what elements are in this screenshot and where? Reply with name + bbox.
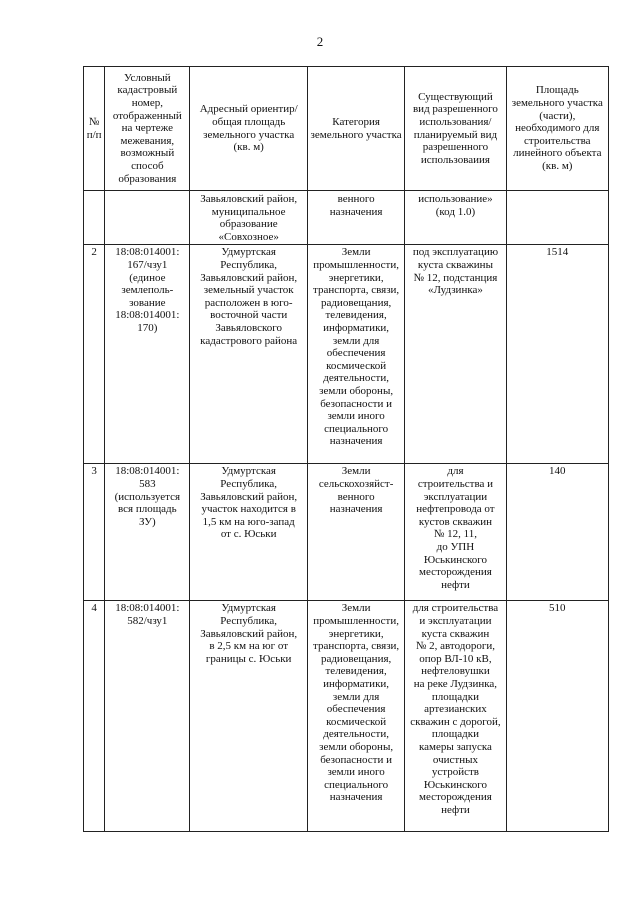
cell-category bbox=[307, 464, 404, 601]
cell-text-line: 18:08:014001: bbox=[115, 309, 180, 322]
cell-text-line: вид разрешенного bbox=[412, 103, 498, 116]
cell-text-line: (части), bbox=[539, 109, 576, 122]
header-address-area bbox=[190, 67, 308, 191]
cell-text-line: «Лудзинка» bbox=[427, 284, 483, 297]
cell-text-line: космической bbox=[326, 715, 387, 728]
cell-text-line: строительства и bbox=[417, 477, 494, 490]
cell-text-line: Завьяловский район, bbox=[200, 627, 298, 640]
cell-text-line: 18:08:014001: bbox=[115, 246, 180, 259]
cell-text-line: Республика, bbox=[220, 258, 278, 271]
cell-text-line: Земли bbox=[341, 246, 371, 259]
cell-text-line: № 2, автодороги, bbox=[415, 640, 495, 653]
cell-text-line: космической bbox=[326, 359, 387, 372]
cell-text-line: радиовещания, bbox=[320, 296, 392, 309]
cell-text-line: использоваиия bbox=[420, 153, 490, 166]
cell-text-line: скважин с дорогой, bbox=[410, 715, 501, 728]
cell-text-line: назначения bbox=[329, 503, 383, 516]
cell-text-line: специального bbox=[324, 778, 389, 791]
cell-text-line: безопасности и bbox=[320, 753, 392, 766]
cell-cadastral-number bbox=[105, 191, 190, 245]
cell-text-line: промышленности, bbox=[313, 614, 399, 627]
cell-category bbox=[307, 191, 404, 245]
cell-usage bbox=[405, 464, 506, 601]
cell-text-line: телевидения, bbox=[325, 665, 387, 678]
cell-text-line: 582/чзу1 bbox=[127, 614, 168, 627]
cell-usage bbox=[405, 245, 506, 464]
cell-text-line: месторождения bbox=[419, 791, 492, 804]
cell-text-line: (кв. м) bbox=[542, 159, 573, 172]
cell-text-line: возможный bbox=[120, 147, 175, 160]
cell-text-line: 510 bbox=[549, 602, 566, 615]
cell-text-line: эксплуатации bbox=[423, 490, 488, 503]
cell-text-line: площадки bbox=[431, 728, 479, 741]
cell-text-line: месторождения bbox=[419, 566, 492, 579]
cell-text-line: сельскохозяйст- bbox=[318, 477, 394, 490]
cell-text-line: п/п bbox=[86, 128, 102, 141]
cell-text-line: куста скважины bbox=[417, 258, 493, 271]
cell-text-line: 1,5 км на юго-запад bbox=[202, 515, 295, 528]
cell-text-line: Земли bbox=[341, 602, 371, 615]
cell-text-line: деятельности, bbox=[323, 372, 389, 385]
cell-text-line: устройств bbox=[431, 766, 479, 779]
cell-text-line: специального bbox=[324, 422, 389, 435]
cell-text-line: назначения bbox=[329, 791, 383, 804]
cell-text-line: камеры запуска bbox=[418, 740, 492, 753]
page-number: 2 bbox=[316, 34, 324, 49]
cell-text-line: Завьяловского bbox=[215, 321, 283, 334]
cell-text-line: Удмуртская bbox=[221, 602, 276, 615]
cell-text-line: земельного участка bbox=[203, 128, 295, 141]
cell-text-line: обеспечения bbox=[326, 347, 386, 360]
cell-text-line: артезианских bbox=[424, 703, 487, 716]
table-header-row bbox=[84, 67, 609, 191]
cell-text-line: образование bbox=[219, 218, 278, 231]
cell-area bbox=[506, 191, 608, 245]
cell-text-line: земельный участок bbox=[203, 284, 294, 297]
cell-area bbox=[506, 601, 608, 832]
cell-text-line: Адресный ориентир/ bbox=[199, 103, 298, 116]
header-permitted-use bbox=[405, 67, 506, 191]
cell-text-line: планируемый вид bbox=[413, 128, 498, 141]
cell-text-line: земли иного bbox=[327, 766, 385, 779]
cell-area bbox=[506, 245, 608, 464]
cell-text-line: для строительства bbox=[412, 602, 499, 615]
cell-text-line: «Совхозное» bbox=[218, 230, 279, 243]
cell-number bbox=[84, 464, 105, 601]
cell-text-line: образования bbox=[118, 172, 177, 185]
cell-text-line: землеполь- bbox=[121, 284, 174, 297]
cell-number bbox=[84, 245, 105, 464]
cell-text-line: площадки bbox=[431, 690, 479, 703]
cell-text-line: транспорта, связи, bbox=[313, 640, 400, 653]
cell-text-line: транспорта, связи, bbox=[313, 284, 400, 297]
cell-text-line: от с. Юськи bbox=[220, 528, 277, 541]
cell-text-line: для bbox=[447, 465, 464, 478]
cell-text-line: муниципальное bbox=[211, 205, 286, 218]
cell-cadastral-number bbox=[105, 601, 190, 832]
cell-text-line: венного bbox=[337, 193, 375, 205]
cell-text-line: Завьяловский район, bbox=[200, 193, 298, 205]
cell-text-line: земельного участка bbox=[310, 128, 402, 141]
cell-text-line: Удмуртская bbox=[221, 246, 276, 259]
cell-text-line: Завьяловский район, bbox=[200, 490, 298, 503]
cell-text-line: (единое bbox=[129, 271, 166, 284]
cell-text-line: восточной части bbox=[210, 309, 288, 322]
cell-text-line: земли иного bbox=[327, 410, 385, 423]
cell-text-line: земли для bbox=[332, 334, 380, 347]
cell-text-line: телевидения, bbox=[325, 309, 387, 322]
cell-text-line: зование bbox=[129, 296, 166, 309]
cell-text-line: промышленности, bbox=[313, 258, 399, 271]
cell-text-line: энергетики, bbox=[328, 271, 384, 284]
cell-text-line: участок находится в bbox=[201, 503, 296, 516]
table-row bbox=[84, 601, 609, 832]
cell-text-line: земельного участка bbox=[511, 97, 603, 110]
table-row bbox=[84, 191, 609, 245]
cell-text-line: Земли bbox=[341, 465, 371, 478]
cell-text-line: нефтепровода от bbox=[416, 503, 495, 516]
cell-text-line: земли для bbox=[332, 690, 380, 703]
cell-text-line: обеспечения bbox=[326, 703, 386, 716]
cell-usage bbox=[405, 191, 506, 245]
cell-address bbox=[190, 464, 308, 601]
cell-text-line: линейного объекта bbox=[513, 147, 602, 160]
cell-text-line: способ bbox=[131, 159, 164, 172]
cell-text-line: 18:08:014001: bbox=[115, 465, 180, 478]
cell-text-line: использование» bbox=[418, 193, 493, 205]
cell-category bbox=[307, 601, 404, 832]
cell-text-line: Удмуртская bbox=[221, 465, 276, 478]
cell-text-line: безопасности и bbox=[320, 397, 392, 410]
table-row bbox=[84, 464, 609, 601]
cell-text-line: отображенный bbox=[112, 109, 182, 122]
cell-text-line: радиовещания, bbox=[320, 652, 392, 665]
cell-cadastral-number bbox=[105, 245, 190, 464]
cell-text-line: № bbox=[88, 115, 100, 128]
cell-text-line: Категория bbox=[332, 115, 380, 128]
header-category bbox=[307, 67, 404, 191]
cell-text-line: куста скважин bbox=[421, 627, 490, 640]
land-plots-table bbox=[83, 66, 609, 832]
cell-text-line: деятельности, bbox=[323, 728, 389, 741]
cell-text-line: общая площадь bbox=[212, 115, 286, 128]
cell-number bbox=[84, 191, 105, 245]
cell-text-line: информатики, bbox=[323, 321, 390, 334]
cell-category bbox=[307, 245, 404, 464]
cell-text-line: нефти bbox=[441, 803, 470, 816]
cell-text-line: земли обороны, bbox=[319, 384, 394, 397]
cell-text-line: использования/ bbox=[419, 115, 492, 128]
cell-usage bbox=[405, 601, 506, 832]
cell-number bbox=[84, 601, 105, 832]
cell-text-line: 4 bbox=[91, 602, 97, 615]
cell-text-line: венного bbox=[337, 490, 375, 503]
cell-text-line: № 12, 11, bbox=[433, 528, 477, 541]
cell-text-line: 170) bbox=[137, 321, 158, 334]
cell-address bbox=[190, 601, 308, 832]
cell-text-line: расположен в юго- bbox=[204, 296, 293, 309]
cell-text-line: кустов скважин bbox=[418, 515, 493, 528]
cell-text-line: в 2,5 км на юг от bbox=[209, 640, 289, 653]
cell-text-line: до УПН bbox=[436, 540, 475, 553]
cell-text-line: разрешенного bbox=[422, 141, 489, 154]
cell-text-line: на реке Лудзинка, bbox=[413, 677, 498, 690]
cell-text-line: на чертеже bbox=[121, 122, 173, 135]
cell-text-line: (используется bbox=[114, 490, 181, 503]
cell-text-line: межевания, bbox=[120, 134, 175, 147]
cell-text-line: ЗУ) bbox=[138, 515, 156, 528]
cell-text-line: 167/чзу1 bbox=[127, 258, 168, 271]
header-plot-area bbox=[506, 67, 608, 191]
header-cadastral-number bbox=[105, 67, 190, 191]
cell-text-line: 140 bbox=[549, 465, 566, 478]
cell-text-line: кадастрового района bbox=[200, 334, 298, 347]
cell-text-line: Существующий bbox=[418, 90, 493, 103]
cell-text-line: опор ВЛ-10 кВ, bbox=[419, 652, 492, 665]
cell-text-line: номер, bbox=[131, 97, 163, 110]
cell-text-line: 1514 bbox=[546, 246, 569, 259]
cell-text-line: кадастровый bbox=[117, 84, 178, 97]
cell-text-line: энергетики, bbox=[328, 627, 384, 640]
cell-text-line: Республика, bbox=[220, 614, 278, 627]
table-row bbox=[84, 245, 609, 464]
cell-text-line: Площадь bbox=[535, 84, 579, 97]
cell-cadastral-number bbox=[105, 464, 190, 601]
cell-text-line: необходимого для bbox=[515, 122, 600, 135]
cell-text-line: 18:08:014001: bbox=[115, 602, 180, 615]
cell-text-line: вся площадь bbox=[118, 503, 177, 516]
cell-text-line: очистных bbox=[432, 753, 478, 766]
header-number bbox=[84, 67, 105, 191]
cell-address bbox=[190, 245, 308, 464]
cell-text-line: Юськинского bbox=[423, 778, 488, 791]
cell-address bbox=[190, 191, 308, 245]
cell-text-line: информатики, bbox=[323, 677, 390, 690]
cell-text-line: Завьяловский район, bbox=[200, 271, 298, 284]
cell-text-line: 2 bbox=[91, 246, 97, 259]
cell-text-line: Условный bbox=[123, 71, 171, 84]
cell-text-line: границы с. Юськи bbox=[205, 652, 292, 665]
cell-text-line: нефтеловушки bbox=[421, 665, 490, 678]
cell-text-line: назначения bbox=[329, 435, 383, 448]
cell-text-line: строительства bbox=[524, 134, 591, 147]
cell-text-line: нефти bbox=[441, 578, 470, 591]
cell-text-line: № 12, подстанция bbox=[413, 271, 498, 284]
cell-text-line: под эксплуатацию bbox=[412, 246, 499, 259]
cell-text-line: (код 1.0) bbox=[435, 205, 476, 218]
cell-text-line: назначения bbox=[329, 205, 383, 218]
cell-text-line: Республика, bbox=[220, 477, 278, 490]
cell-text-line: и эксплуатации bbox=[419, 614, 492, 627]
cell-text-line: земли обороны, bbox=[319, 740, 394, 753]
cell-text-line: (кв. м) bbox=[233, 141, 264, 154]
cell-text-line: 3 bbox=[91, 465, 97, 478]
cell-area bbox=[506, 464, 608, 601]
cell-text-line: Юськинского bbox=[423, 553, 488, 566]
cell-text-line: 583 bbox=[139, 477, 156, 490]
